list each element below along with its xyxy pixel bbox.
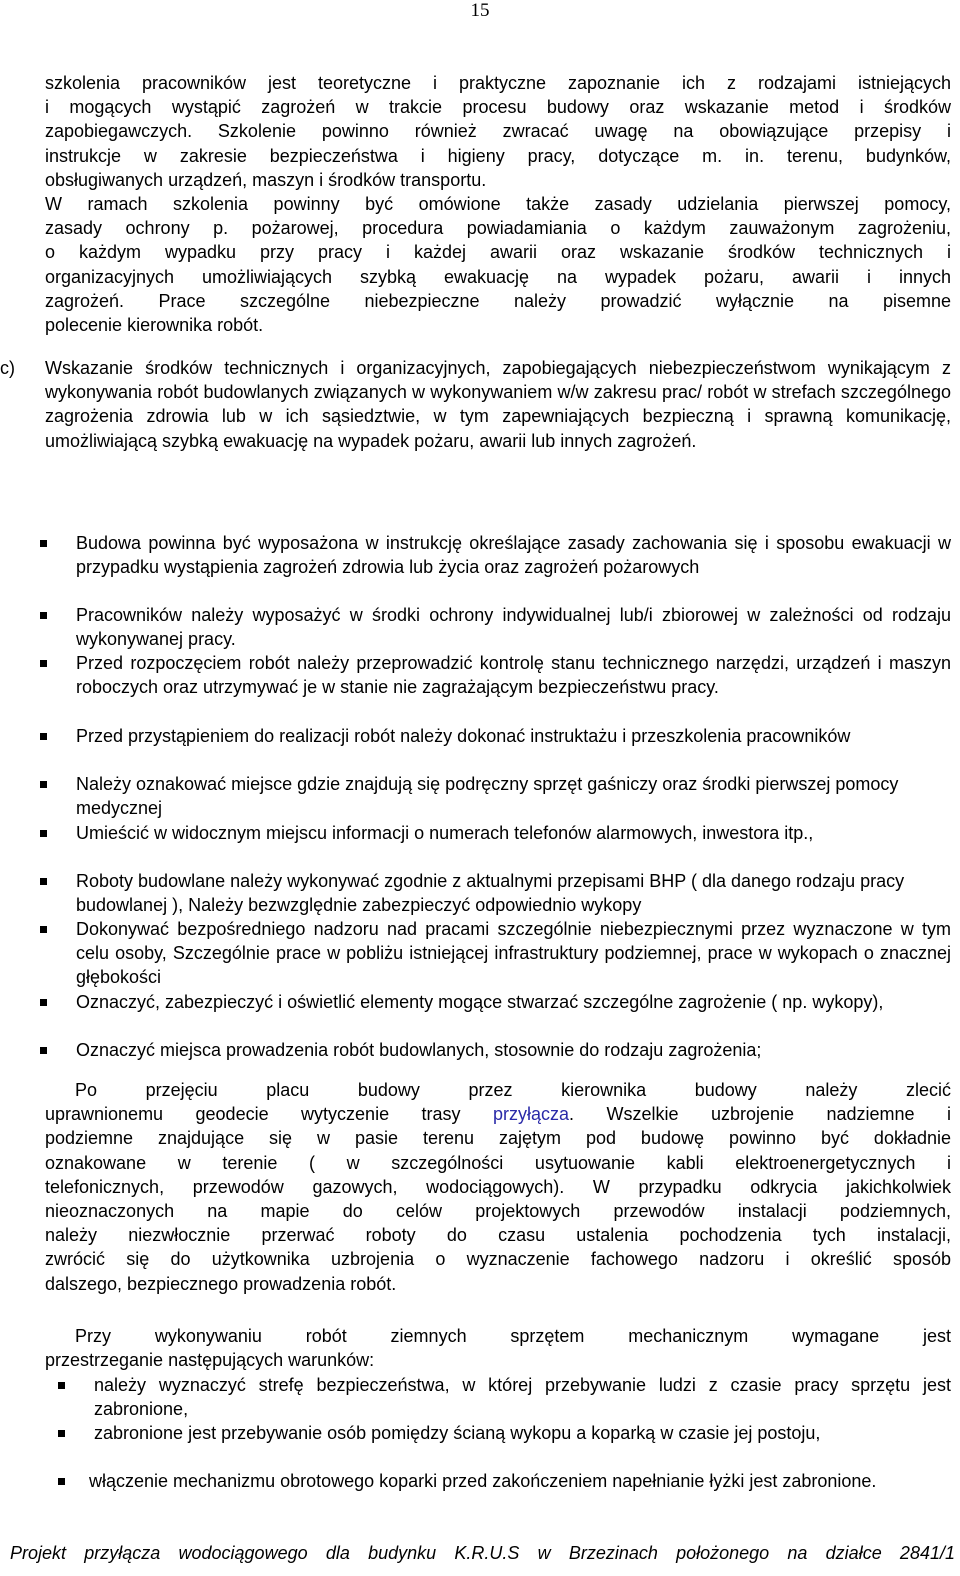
excavation-paragraph [45,1324,951,1372]
bullet-text: Przed rozpoczęciem robót należy przeprowadzić kontrolę stanu technicznego narzędzi, urządzeń i maszyn roboczych oraz utrzymywać je w stanie nie zagrażającym bezpieczeństwu pracy. [76,653,951,698]
text-line: zapobiegawczych. Szkolenie powinno również zwracać uwagę na obowiązujące przepisy i [45,121,951,142]
text-line: i mogących wystąpić zagrożeń w trakcie procesu budowy oraz wskazanie metod i środków [45,97,951,118]
bullet-text: Oznaczyć, zabezpieczyć i oświetlić elementy mogące stwarzać szczególne zagrożenie ( np. wykopy), [76,992,884,1012]
bullet-item [40,917,951,990]
bullet-marker [58,1382,65,1389]
text-span: uprawnionemu geodecie wytyczenie trasy [45,1104,493,1125]
bullet-text: należy wyznaczyć strefę bezpieczeństwa, w której przebywanie ludzi z czasie pracy sprzętu jest zabronione, [94,1375,951,1420]
bullet-marker [40,781,47,788]
bullet-text: Roboty budowlane należy wykonywać zgodnie z aktualnymi przepisami BHP ( dla danego rodzaju pracy budowlanej ), Należy bezwzględnie zabezpieczyć odpowiednio wykopy [76,871,905,916]
bullet-item [40,869,951,917]
bullet-marker [58,1430,65,1437]
page-number: 15 [470,0,490,21]
text-line [45,1102,951,1126]
text-line: zasady ochrony p. pożarowej, procedura powiadamiania o każdym zauważonym zagrożeniu, [45,218,951,239]
bullet-item [58,1469,951,1493]
text-line: dalszego, bezpiecznego prowadzenia robót. [45,1273,397,1294]
text-span: . Wszelkie uzbrojenie nadziemne i [569,1104,951,1125]
bullet-text: Umieścić w widocznym miejscu informacji o numerach telefonów alarmowych, inwestora itp., [76,823,814,843]
bullet-text: Oznaczyć miejsca prowadzenia robót budowlanych, stosownie do rodzaju zagrożenia; [76,1040,762,1060]
section-c [0,356,951,453]
bullet-item [58,1421,951,1445]
bullet-marker [40,660,47,667]
bullet-item [40,724,951,748]
bullet-text: Dokonywać bezpośredniego nadzoru nad pracami szczególnie niebezpiecznymi przez wyznaczone w tym celu osoby, Szczególnie prace w pobliżu istniejącej infrastruktury podziemnej, prace w wykopach o znacznej głębokości [76,919,951,988]
bullet-marker [40,540,47,547]
text-line: organizacyjnych umożliwiających szybką ewakuację na wypadek pożaru, awarii i innych [45,266,951,287]
text-line: polecenie kierownika robót. [45,315,264,336]
text-line: zagrożeń. Prace szczególne niebezpieczne należy prowadzić wyłącznie na pisemne [45,290,951,311]
bullet-item [58,1373,951,1421]
text-line: instrukcje w zakresie bezpieczeństwa i higieny pracy, dotyczące m. in. terenu, budynków, [45,145,951,166]
text-line: obsługiwanych urządzeń, maszyn i środków transportu. [45,169,487,190]
bullet-item [40,990,951,1014]
text-line: telefonicznych, przewodów gazowych, wodociągowych). W przypadku odkrycia jakichkolwiek [45,1176,951,1197]
training-paragraph [45,71,951,337]
text-line: oznakowane w terenie ( w szczególności usytuowanie kabli elektroenergetycznych i [45,1152,951,1173]
bullet-marker [40,878,47,885]
section-c-text: Wskazanie środków technicznych i organizacyjnych, zapobiegających niebezpieczeństwom wynikającym z wykonywania robót budowlanych związanych w wykonywaniem w/w zakresu prac/ robót w strefach szczególnego zagrożenia zdrowia lub w ich sąsiedztwie, w tym zapewniających bezpieczną i sprawną komunikację, umożliwiającą szybką ewakuację na wypadek pożaru, awarii lub innych zagrożeń. [45,358,951,451]
text-line: nieoznaczonych na mapie do celów projektowych przewodów instalacji podziemnych, [45,1201,951,1222]
bullet-marker [40,999,47,1006]
bullet-text: Budowa powinna być wyposażona w instrukcję określające zasady zachowania się i sposobu ewakuacji w przypadku wystąpienia zagrożeń zdrowia lub życia oraz zagrożeń pożarowych [76,533,951,578]
bullet-marker [40,1047,47,1054]
text-line: W ramach szkolenia powinny być omówione także zasady udzielania pierwszej pomocy, [45,194,951,215]
bullet-marker [40,733,47,740]
przylacza-link[interactable]: przyłącza [493,1104,570,1125]
text-line: należy niezwłocznie przerwać roboty do czasu ustalenia pochodzenia tych instalacji, [45,1225,951,1246]
bullet-item [40,821,951,845]
text-line: przestrzeganie następujących warunków: [45,1350,375,1371]
bullet-marker [40,926,47,933]
text-line: zwrócić się do użytkownika uzbrojenia o wyznaczenie fachowego nadzoru i określić sposób [45,1249,951,1270]
bullet-item [40,531,951,579]
text-line: Po przejęciu placu budowy przez kierownika budowy należy zlecić [75,1080,951,1100]
bullet-item [40,772,951,820]
text-line: o każdym wypadku przy pracy i każdej awarii oraz wskazanie środków technicznych i [45,242,951,263]
bullet-marker [40,612,47,619]
bullet-text: włączenie mechanizmu obrotowego koparki przed zakończeniem napełnianie łyżki jest zabronione. [89,1471,877,1491]
bullet-item [40,603,951,651]
bullet-text: Przed przystąpieniem do realizacji robót należy dokonać instruktażu i przeszkolenia pracowników [76,726,851,746]
bullet-text: Należy oznakować miejsce gdzie znajdują się podręczny sprzęt gaśniczy oraz środki pierwszej pomocy medycznej [76,774,899,819]
section-c-label: c) [0,358,15,378]
bullet-text: zabronione jest przebywanie osób pomiędzy ścianą wykopu a koparką w czasie jej postoju, [94,1423,821,1443]
text-line: podziemne znajdujące się w pasie terenu zajętym pod budowę powinno być dokładnie [45,1128,951,1149]
bullet-item [40,651,951,699]
bullet-marker [58,1478,65,1485]
survey-paragraph [45,1078,951,1296]
page-footer: Projekt przyłącza wodociągowego dla budynku K.R.U.S w Brzezinach położonego na działce 2841/1 [10,1543,955,1563]
bullet-item [40,1038,951,1062]
bullet-text: Pracowników należy wyposażyć w środki ochrony indywidualnej lub/i zbiorowej w zależności od rodzaju wykonywanej pracy. [76,605,951,650]
text-line: Przy wykonywaniu robót ziemnych sprzętem mechanicznym wymagane jest [75,1326,951,1346]
bullet-marker [40,830,47,837]
text-line: szkolenia pracowników jest teoretyczne i praktyczne zapoznanie ich z rodzajami istniejących [45,73,951,93]
